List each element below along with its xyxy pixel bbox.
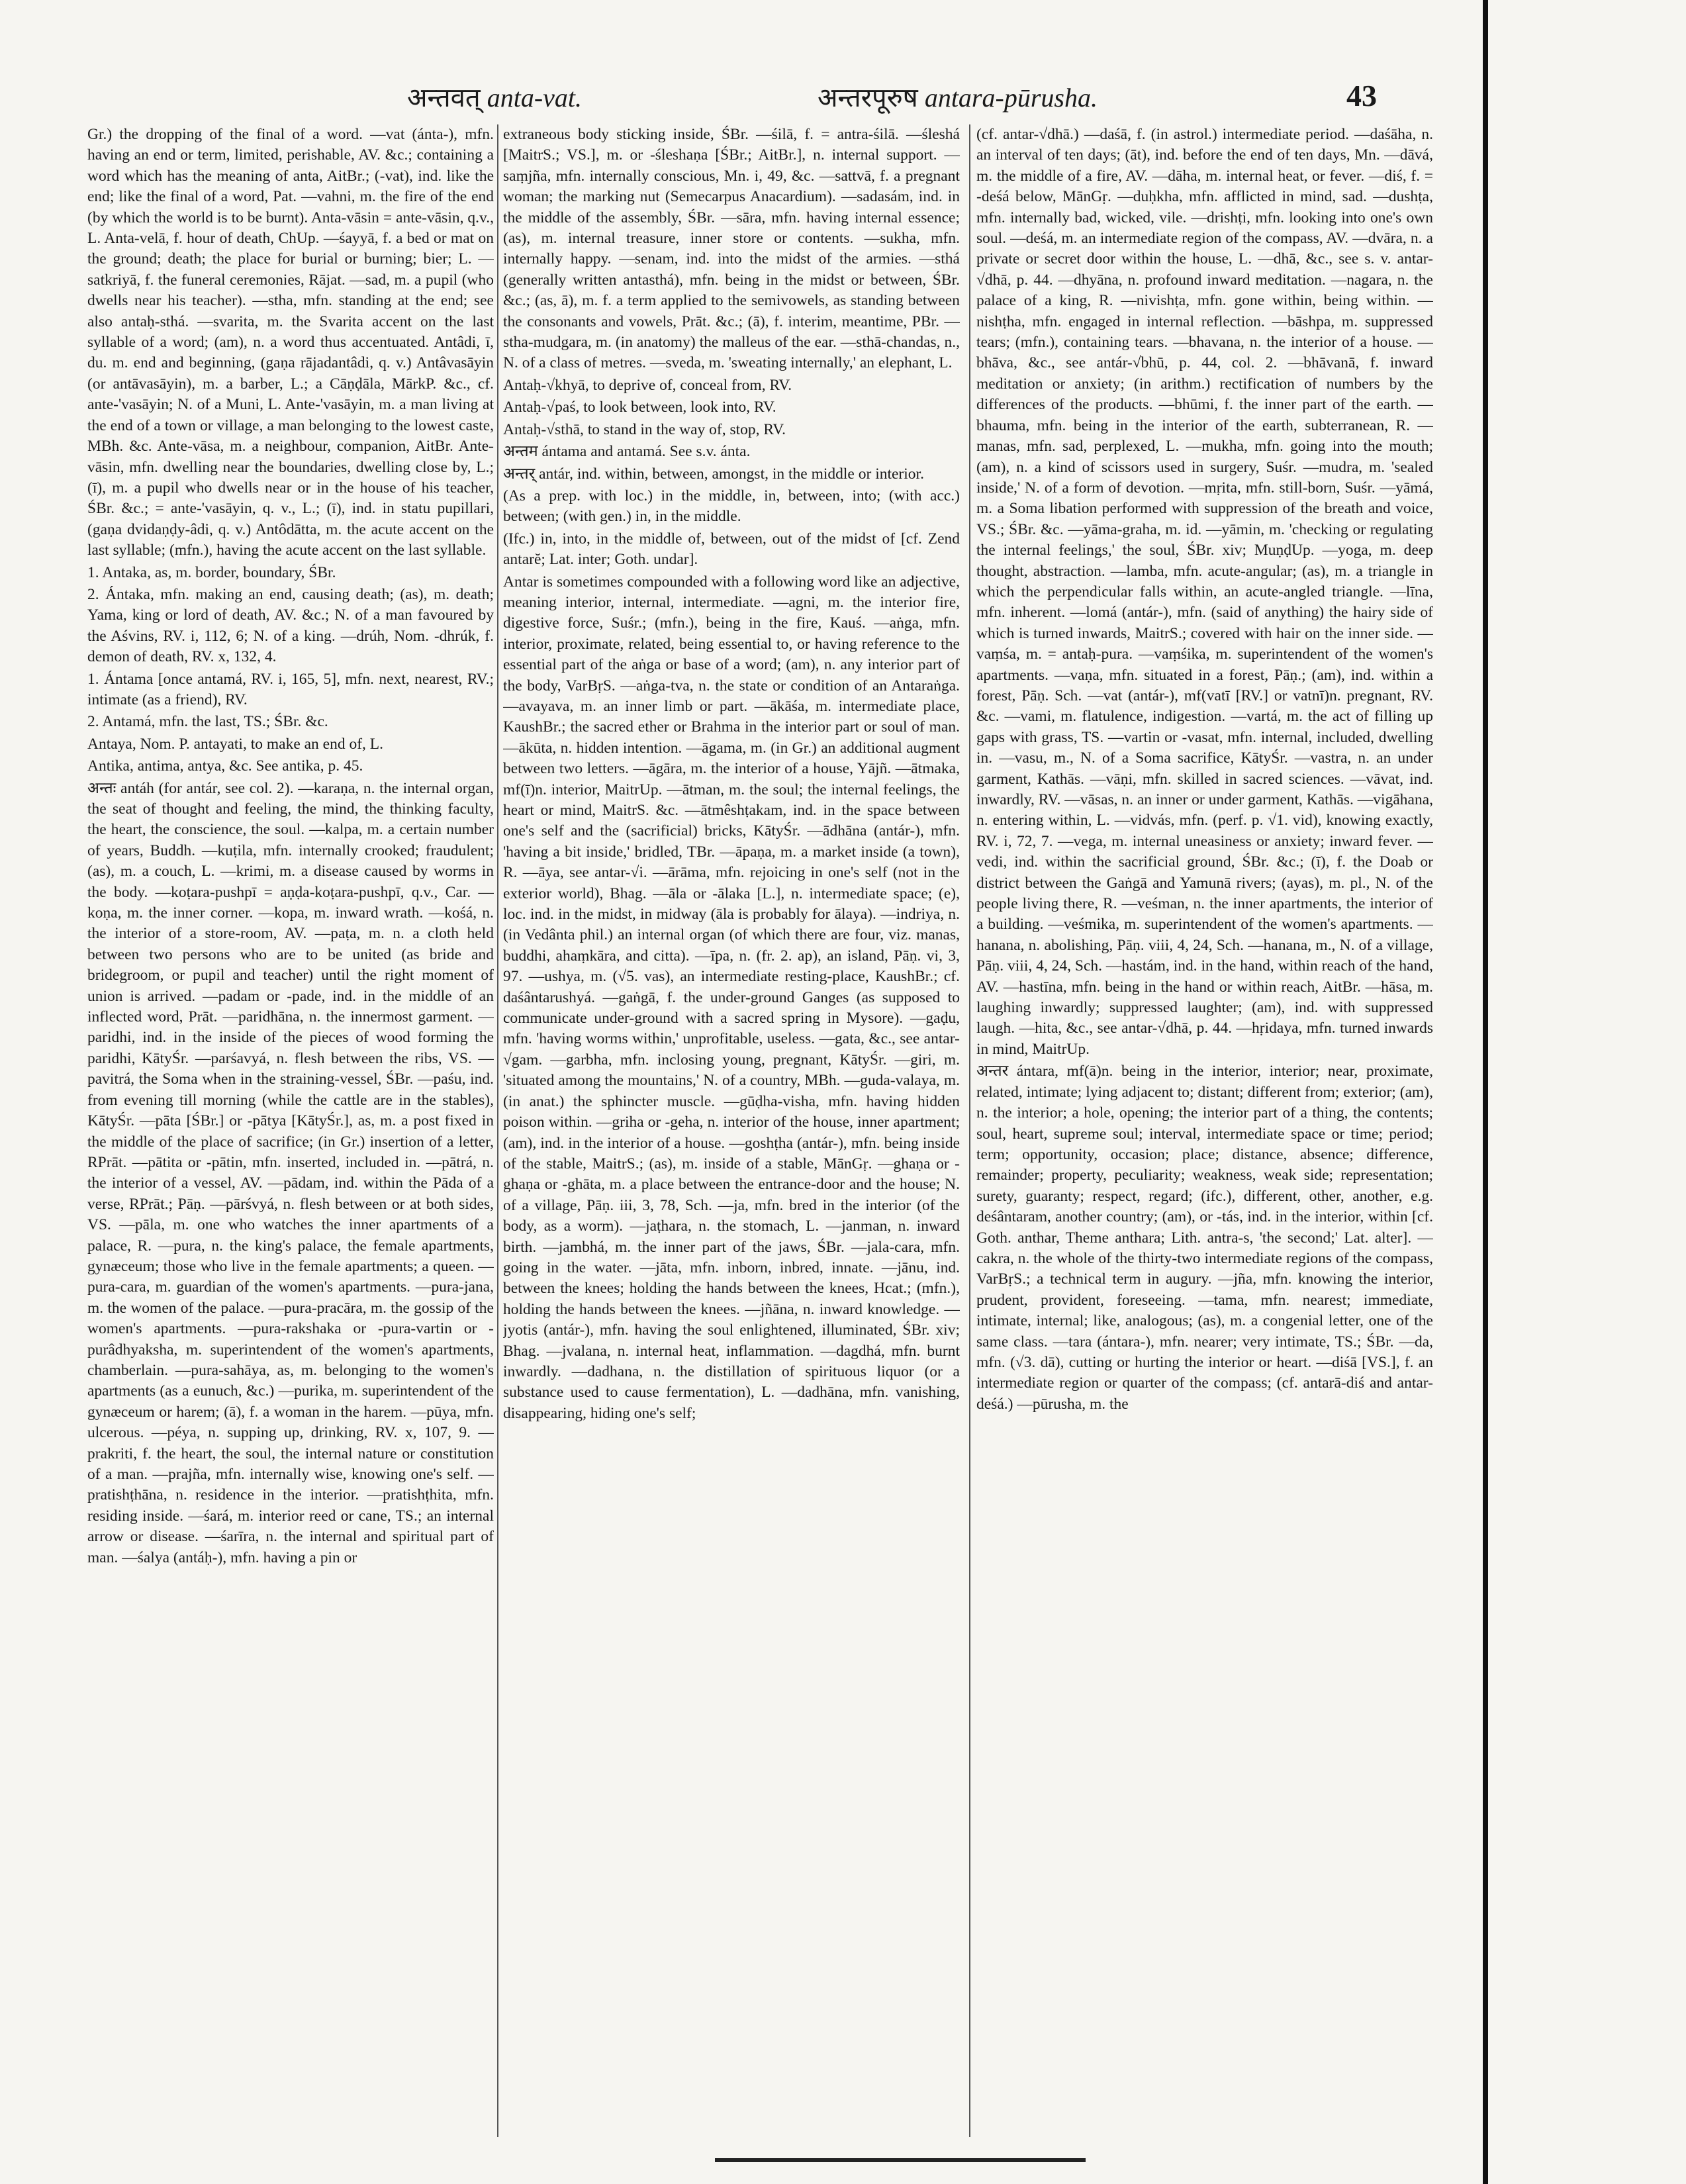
column-left bbox=[87, 124, 494, 2137]
entry-antaka-1: 1. Antaka, as, m. border, boundary, ŚBr. bbox=[87, 563, 336, 581]
entry-antar-prep: (As a prep. with loc.) in the middle, in, between, into; (with acc.) between; (with gen.) in, in the middle. bbox=[503, 487, 960, 526]
header-left-headword bbox=[407, 78, 582, 115]
entry-antama-2: 2. Antamá, mfn. the last, TS.; ŚBr. &c. bbox=[87, 713, 328, 731]
entry-antaya: Antaya, Nom. P. antayati, to make an end of, L. bbox=[87, 735, 384, 753]
bottom-print-mark bbox=[715, 2158, 1086, 2162]
entry-antah: अन्तः antáh (for antár, see col. 2). —karaṇa, n. the internal organ, the seat of thought and feeling, the mind, the thinking faculty, the heart, the conscience, the soul. —kalpa, m. a certain number of years, Buddh. —kuṭila, mfn. internally crooked; fraudulent; (as), m. a couch, L. —krimi, m. a disease caused by worms in the body. —koṭara-pushpī = aṇḍa-koṭara-pushpī, q.v., Car. —koṇa, m. the inner corner. —kopa, m. inward wrath. —kośá, n. the interior of a store-room, AV. —paṭa, m. n. a cloth held between two persons who are to be united (as bride and bridegroom, or pupil and teacher) until the right moment of union is arrived. —padam or -pade, ind. in the middle of an inflected word, Prāt. —paridhāna, n. the innermost garment. —paridhi, ind. in the inside of the pieces of wood forming the paridhi, KātyŚr. —parśavyá, n. flesh between the ribs, VS. —pavitrá, the Soma when in the straining-vessel, ŚBr. —paśu, ind. from evening till morning (while the cattle are in the stables), KātyŚr. —pāta [ŚBr.] or -pātya [KātyŚr.], as, m. a post fixed in the middle of the place of sacrifice; (in Gr.) insertion of a letter, RPrāt. —pātita or -pātin, mfn. inserted, included in. —pātrá, n. the interior of a vessel, AV. —pādam, ind. within the Pāda of a verse, RPrāt.; Pāṇ. —pārśvyá, n. flesh between or at both sides, VS. —pāla, m. one who watches the inner apartments of a palace, R. —pura, n. the king's palace, the female apartments, gynæceum; those who live in the female apartments; a queen. —pura-cara, m. guardian of the women's apartments. —pura-jana, m. the women of the palace. —pura-pracāra, m. the gossip of the women's apartments. —pura-rakshaka or -pura-vartin or -purâdhyaksha, m. superintendent of the women's apartments, chamberlain. —pura-sahāya, as, m. belonging to the women's apartments (as a eunuch, &c.) —purika, m. superintendent of the gynæceum or harem; (ā), f. a woman in the harem. —pūya, mfn. ulcerous. —péya, n. supping up, drinking, RV. x, 107, 9. —prakriti, f. the heart, the soul, the internal nature or constitution of a man. —prajña, mfn. internally wise, knowing one's self. —pratishṭhāna, n. residence in the interior. —pratishṭhita, mfn. residing inside. —śará, m. interior reed or cane, TS.; an internal arrow or disease. —śarīra, n. the internal and spiritual part of man. —śalya (antáḥ-), mfn. having a pin or bbox=[87, 779, 494, 1566]
entry-antah-stha: Antaḥ-√sthā, to stand in the way of, stop, RV. bbox=[503, 420, 786, 438]
entry-antika: Antika, antima, antya, &c. See antika, p. 45. bbox=[87, 757, 363, 775]
entry-antama-1: 1. Ántama [once antamá, RV. i, 165, 5], mfn. next, nearest, RV.; intimate (as a friend), RV. bbox=[87, 670, 494, 708]
header-center-headword bbox=[818, 78, 1098, 115]
entry-antama-crossref: अन्तम ántama and antamá. See s.v. ánta. bbox=[503, 443, 751, 461]
header-center-roman: antara-pūrusha. bbox=[924, 83, 1098, 113]
entry-antar-ifc: (Ifc.) in, into, in the middle of, between, out of the midst of [cf. Zend antarĕ; Lat. inter; Goth. undar]. bbox=[503, 530, 960, 569]
entry-anta-vat-compounds: Gr.) the dropping of the final of a word. —vat (ánta-), mfn. having an end or term, limited, perishable, AV. &c.; containing a word which has the meaning of anta, AitBr.; (-vat), ind. like the end; like the final of a word, Pat. —vahni, m. the fire of the end (by which the world is to be burnt). Anta-vāsin = ante-vāsin, q.v., L. Anta-velā, f. hour of death, ChUp. —śayyā, f. a bed or mat on the ground; death; the place for burial or burning; bier; L. —satkriyā, f. the funeral ceremonies, Rājat. —sad, m. a pupil (who dwells near his teacher). —stha, mfn. standing at the end; see also antaḥ-sthá. —svarita, m. the Svarita accent on the last syllable of a word; (am), n. a word thus accentuated. Antâdi, ī, du. m. end and beginning, (gaṇa rājadantâdi, q. v.) Antâvasāyin (or antāvasāyin), m. a barber, L.; a Cāṇḍāla, MārkP. &c., cf. ante-'vasāyin; N. of a Muni, L. Ante-'vasāyin, m. a man living at the end of a town or village, a man belonging to the lowest caste, MBh. &c. Ante-vāsa, m. a neighbour, companion, AitBr. Ante-vāsin, mfn. dwelling near the boundaries, dwelling close by, L.; (ī), m. a pupil who dwells near or in the house of his teacher, ŚBr. &c.; = ante-'vasāyin, q. v., L.; (ī), ind. in statu pupillari, (gaṇa dvidaṇḍy-âdi, q. v.) Antôdātta, m. the acute accent on the last syllable; (mfn.), having the acute accent on the last syllable. bbox=[87, 126, 494, 559]
entry-antah-continued: extraneous body sticking inside, ŚBr. —śilā, f. = antra-śilā. —śleshá [MaitrS.; VS.], m. or -śleshaṇa [ŚBr.; AitBr.], n. internal support. —saṃjña, mfn. internally conscious, Mn. i, 49, &c. —sattvā, f. a pregnant woman; the marking nut (Semecarpus Anacardium). —sadasám, ind. in the middle of the assembly, ŚBr. —sāra, mfn. having internal essence; (as), m. internal treasure, inner store or contents. —sukha, mfn. internally happy. —senam, ind. into the midst of the armies. —sthá (generally written antasthá), mfn. being in the midst or between, ŚBr. &c.; (as, ā), m. f. a term applied to the semivowels, as standing between the consonants and vowels, Prāt. &c.; (ā), f. interim, meantime, PBr. —stha-mudgara, m. (in anatomy) the malleus of the ear. —sthā-chandas, n., N. of a class of metres. —sveda, m. 'sweating internally,' an elephant, L. bbox=[503, 126, 960, 372]
column-middle bbox=[503, 124, 960, 2137]
header-left-devanagari: अन्तवत् bbox=[407, 83, 481, 113]
entry-antar-compounds-continued: (cf. antar-√dhā.) —daśā, f. (in astrol.) intermediate period. —daśāha, n. an interval of ten days; (āt), ind. before the end of ten days, Mn. —dāvá, m. the middle of a fire, AV. —dāha, m. internal heat, or fever. —diś, f. = -deśá below, MānGṛ. —duḥkha, mfn. afflicted in mind, sad. —dushṭa, mfn. internally bad, wicked, vile. —drishṭi, mfn. looking into one's own soul. —deśá, m. an intermediate region of the compass, AV. —dvāra, n. a private or secret door within the house, L. —dhā, &c., see s. v. antar-√dhā, p. 44. —dhyāna, n. profound inward meditation. —nagara, n. the palace of a king, R. —nivishṭa, mfn. gone within, being within. —nishṭha, mfn. engaged in internal reflection. —bāshpa, m. suppressed tears; (mfn.), containing tears. —bhavana, n. the interior of a house. —bhāva, &c., see antár-√bhū, p. 44, col. 2. —bhāvanā, f. inward meditation or anxiety; (in arithm.) rectification of numbers by the differences of the products. —bhūmi, f. the inner part of the earth. —bhauma, mfn. being in the interior of the earth, subterranean, R. —manas, mfn. sad, perplexed, L. —mukha, mfn. going into the mouth; (am), n. a kind of scissors used in surgery, Suśr. —mudra, m. 'sealed inside,' N. of a form of devotion. —mṛita, mfn. still-born, Suśr. —yāmá, m. a Soma libation performed with suppression of the breath and voice, VS.; ŚBr. &c. —yāma-graha, m. id. —yāmin, m. 'checking or regulating the internal feelings,' the soul, ŚBr. xiv; MuṇḍUp. —yoga, m. deep thought, abstraction. —lamba, mfn. acute-angular; (as), m. a triangle in which the perpendicular falls within, an acute-angled triangle. —līna, mfn. inherent. —lomá (antár-), mfn. (said of anything) the hairy side of which is turned inwards, MaitrS.; covered with hair on the inner side. —vaṃśa, m. = antaḥ-pura. —vaṃśika, m. superintendent of the women's apartments. —vaṇa, mfn. situated in a forest, Pāṇ.; (am), ind. within a forest, Pāṇ. Sch. —vat (antár-), mf(vatī [RV.] or vatnī)n. pregnant, RV. &c. —vami, m. flatulence, indigestion. —vartá, m. the act of filling up gaps with grass, TS. —vartin or -vasat, mfn. internal, included, dwelling in. —vasu, m., N. of a Soma sacrifice, KātyŚr. —vastra, n. an under garment, Kathās. —vāṇi, mfn. skilled in sacred sciences. —vāvat, ind. inwardly, RV. —vāsas, n. an inner or under garment, Kathās. —vigāhana, n. entering within, L. —vidvás, mfn. (perf. p. √1. vid), knowing exactly, RV. i, 72, 7. —vega, m. internal uneasiness or anxiety; inward fever. —vedi, ind. within the sacrificial ground, ŚBr. &c.; (ī), f. the Doab or district between the Gaṅgā and Yamunā rivers; (ayas), m. pl., N. of the people living there, R. —veśman, n. the inner apartments, the interior of a building. —veśmika, m. superintendent of the women's apartments. —hanana, n. abolishing, Pāṇ. viii, 4, 24, Sch. —hanana, m., N. of a village, Pāṇ. viii, 4, 24, Sch. —hastám, ind. in the hand, within reach of the hand, AV. —hastīna, mfn. being in the hand or within reach, AitBr. —hāsa, m. laughing inwardly; suppressed laughter; (am), ind. with suppressed laugh. —hita, &c., see antar-√dhā, p. 44. —hṛidaya, mfn. turned inwards in mind, MaitrUp. bbox=[976, 126, 1433, 1058]
page-number: 43 bbox=[1346, 79, 1377, 113]
entry-antar: अन्तर् antár, ind. within, between, amongst, in the middle or interior. bbox=[503, 465, 924, 483]
entry-antah-khya: Antaḥ-√khyā, to deprive of, conceal from, RV. bbox=[503, 376, 792, 394]
page-binding-edge bbox=[1483, 0, 1488, 2184]
entry-antah-pas: Antaḥ-√paś, to look between, look into, RV. bbox=[503, 399, 776, 416]
header-left-roman: anta-vat. bbox=[487, 83, 583, 113]
entry-antaka-2: 2. Ántaka, mfn. making an end, causing death; (as), m. death; Yama, king or lord of death, AV. &c.; N. of a man favoured by the Aśvins, RV. i, 112, 6; N. of a king. —drúh, Nom. -dhrúk, f. demon of death, RV. x, 132, 4. bbox=[87, 585, 494, 666]
running-header bbox=[116, 78, 1377, 118]
entry-antar-compounds: Antar is sometimes compounded with a following word like an adjective, meaning interior, internal, intermediate. —agni, m. the interior fire, digestive force, Suśr.; (mfn.), being in the fire, Kauś. —aṅga, mfn. interior, proximate, related, being essential to, or having reference to the essential part of the aṅga or base of a word; (am), n. any interior part of the body, VarBṛS. —aṅga-tva, n. the state or condition of an Antaraṅga. —avayava, m. an inner limb or part. —ākāśa, m. intermediate place, KaushBr.; the sacred ether or Brahma in the interior part or soul of man. —ākūta, n. hidden intention. —āgama, m. (in Gr.) an additional augment between two letters. —āgāra, m. the interior of a house, Yājñ. —ātmaka, mf(ī)n. interior, MaitrUp. —ātman, m. the soul; the internal feelings, the heart or mind, MaitrS. &c. —ātmêshṭakam, ind. in the space between one's self and the (sacrificial) bricks, KātyŚr. —ādhāna (antár-), mfn. 'having a bit inside,' bridled, TBr. —āpaṇa, m. a market inside (a town), R. —āya, see antar-√i. —ārāma, mfn. rejoicing in one's self (not in the exterior world), Bhag. —āla or -ālaka [L.], n. intermediate space; (e), loc. ind. in the midst, in midway (āla is probably for ālaya). —indriya, n. (in Vedânta phil.) an internal organ (of which there are four, viz. manas, buddhi, ahaṃkāra, and citta). —īpa, n. (fr. 2. ap), an island, Pāṇ. vi, 3, 97. —ushya, m. (√5. vas), an intermediate resting-place, KaushBr.; cf. daśântarushyá. —gaṅgā, f. the under-ground Ganges (as supposed to communicate under-ground with a sacred spring in Mysore). —gaḍu, mfn. 'having worms within,' unprofitable, useless. —gata, &c., see antar-√gam. —garbha, mfn. inclosing young, pregnant, KātyŚr. —giri, m. 'situated among the mountains,' N. of a country, MBh. —guda-valaya, m. (in anat.) the sphincter muscle. —gūḍha-visha, mfn. having hidden poison within. —griha or -geha, n. interior of the house, inner apartment; (am), ind. in the interior of a house. —goshṭha (antár-), mfn. being inside of the stable, MaitrS.; (as), m. inside of a stable, MānGṛ. —ghaṇa or -ghaṇa or -ghāta, m. a place between the entrance-door and the house; N. of a village, Pāṇ. iii, 3, 78, Sch. —ja, mfn. bred in the interior (of the body, as a worm). —jaṭhara, n. the stomach, L. —janman, n. inward birth. —jambhá, m. the inner part of the jaws, ŚBr. —jala-cara, mfn. going in the water. —jāta, mfn. inborn, inbred, innate. —jānu, ind. between the knees; holding the hands between the knees, Hcat.; (mfn.), holding the hands between the knees. —jñāna, n. inward knowledge. —jyotis (antár-), mfn. having the soul enlightened, illuminated, ŚBr. xiv; Bhag. —jvalana, n. internal heat, inflammation. —dagdhá, mfn. burnt inwardly. —dadhana, n. the distillation of spirituous liquor (or a substance used to cause fermentation), L. —dadhāna, mfn. vanishing, disappearing, hiding one's self; bbox=[503, 573, 960, 1422]
column-divider-2 bbox=[969, 124, 970, 2137]
header-center-devanagari: अन्तरपूरुष bbox=[818, 83, 918, 113]
column-divider-1 bbox=[497, 124, 498, 2137]
column-right bbox=[976, 124, 1433, 2137]
entry-antara: अन्तर ántara, mf(ā)n. being in the interior, interior; near, proximate, related, intimate; lying adjacent to; distant; different from; exterior; (am), n. the interior; a hole, opening; the interior part of a thing, the contents; soul, heart, supreme soul; interval, intermediate space or time; period; term; opportunity, occasion; place; distance, absence; difference, remainder; property, peculiarity; weakness, weak side; representation; surety, guaranty; respect, regard; (ifc.), different, other, another, e.g. deśântaram, another country; (am), or -tás, ind. in the interior, within [cf. Goth. anthar, Theme anthara; Lith. antra-s, 'the second;' Lat. alter]. —cakra, n. the whole of the thirty-two intermediate regions of the compass, VarBṛS.; a technical term in augury. —jña, mfn. knowing the interior, prudent, provident, foreseeing. —tama, mfn. nearest; immediate, intimate, internal; like, analogous; (as), m. a congenial letter, one of the same class. —tara (ántara-), mfn. nearer; very intimate, TS.; ŚBr. —da, mfn. (√3. dā), cutting or hurting the interior or heart. —diśā [VS.], f. an intermediate region or quarter of the compass; (cf. antarā-diś and antar-deśá.) —pūrusha, m. the bbox=[976, 1063, 1433, 1413]
